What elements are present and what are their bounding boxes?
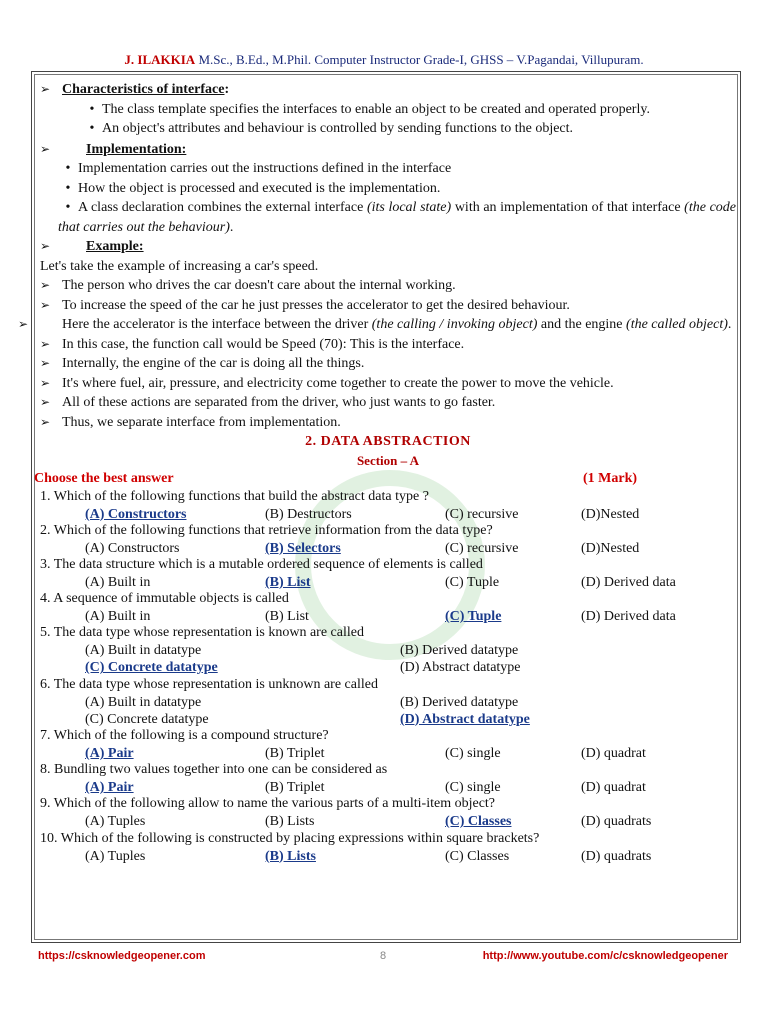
options-row	[40, 607, 736, 624]
section-title: 2. DATA ABSTRACTION	[305, 434, 471, 449]
option-a: (A) Constructors	[85, 506, 187, 522]
options-row	[40, 539, 736, 556]
author-credentials: M.Sc., B.Ed., M.Phil. Computer Instructor Grade-I, GHSS – V.Pagandai, Villupuram.	[195, 52, 644, 67]
arrow-icon: ➢	[40, 336, 51, 351]
option-c: (C) single	[445, 780, 501, 796]
bullet-icon: •	[65, 161, 71, 176]
page-header	[0, 52, 768, 68]
arrow-item	[40, 296, 736, 316]
list-item	[40, 179, 736, 199]
example-heading-row	[40, 237, 736, 257]
characteristics-heading: Characteristics of interface	[62, 82, 225, 97]
options-row	[40, 812, 736, 829]
option-a: (A) Tuples	[85, 814, 146, 830]
option-a: (A) Constructors	[85, 540, 180, 556]
option-a: (A) Built in datatype	[85, 643, 202, 659]
options-row	[40, 573, 736, 590]
option-d: (D)Nested	[581, 506, 640, 522]
option-b: (B) Destructors	[265, 506, 352, 522]
option-d: (D) Derived data	[581, 609, 676, 625]
italic-note: (its local state)	[366, 200, 452, 215]
arrow-icon: ➢	[40, 356, 51, 370]
options-row	[40, 505, 736, 522]
option-d: (D) Abstract datatype	[400, 660, 521, 676]
list-item-text: .	[229, 219, 234, 235]
question-text: 7. Which of the following is a compound structure?	[40, 728, 329, 743]
option-d: (D) Derived data	[581, 574, 676, 590]
options-row	[40, 693, 736, 710]
arrow-icon: ➢	[40, 375, 51, 390]
arrow-item-text: Here the accelerator is the interface between the driver	[62, 317, 372, 332]
characteristics-heading-row	[40, 80, 736, 100]
option-b: (B) Lists	[265, 848, 316, 864]
heading-colon: :	[224, 82, 230, 97]
option-a: (A) Built in datatype	[85, 694, 202, 710]
option-a: (A) Tuples	[85, 848, 146, 864]
option-b: (B) Derived datatype	[400, 694, 519, 710]
option-c: (C) recursive	[445, 540, 519, 556]
list-item	[40, 198, 736, 237]
arrow-item-text: The person who drives the car doesn't care about the internal working.	[62, 278, 456, 293]
option-c: (C) single	[445, 746, 501, 761]
options-row	[40, 641, 736, 658]
options-row	[40, 658, 736, 675]
option-d: (D) quadrats	[581, 814, 652, 830]
bullet-icon: •	[65, 200, 71, 215]
option-b: (B) Lists	[265, 814, 315, 830]
option-d: (D)Nested	[581, 540, 640, 556]
arrow-item	[40, 393, 736, 413]
arrow-item	[40, 354, 736, 374]
option-d: (D) quadrat	[581, 746, 646, 761]
arrow-item-text: To increase the speed of the car he just presses the accelerator to get the desired behaviour.	[62, 297, 570, 313]
question-text: 5. The data type whose representation is known are called	[40, 625, 364, 641]
marks-label: (1 Mark)	[583, 470, 638, 486]
italic-note: (the code that carries out the behaviour)	[58, 200, 736, 235]
arrow-item-text: In this case, the function call would be Speed (70): This is the interface.	[62, 336, 465, 352]
bullet-icon: •	[89, 121, 95, 136]
arrow-item	[18, 315, 736, 335]
option-c: (C) recursive	[445, 506, 519, 522]
option-c: (C) Tuple	[445, 574, 500, 590]
list-item-text: A class declaration combines the external interface	[78, 200, 367, 215]
choose-heading: Choose the best answer	[34, 470, 174, 486]
arrow-icon: ➢	[40, 141, 51, 156]
arrow-item	[40, 413, 736, 433]
arrow-item-text: It's where fuel, air, pressure, and electricity come together to create the power to move the vehicle.	[62, 375, 614, 391]
option-b: (B) Triplet	[265, 746, 325, 761]
options-row	[40, 778, 736, 795]
page-number: 8	[380, 950, 387, 962]
list-item-text: Implementation carries out the instructions defined in the interface	[78, 161, 452, 176]
options-row	[40, 847, 736, 864]
option-c: (C) Concrete datatype	[85, 660, 218, 676]
bullet-icon: •	[89, 101, 95, 117]
implementation-heading-row	[40, 140, 736, 160]
options-row	[40, 710, 736, 727]
bullet-icon: •	[65, 180, 71, 196]
options-row	[40, 744, 736, 761]
question-text: 8. Bundling two values together into one can be considered as	[40, 762, 388, 778]
footer-youtube-link[interactable]: http://www.youtube.com/c/csknowledgeopener	[482, 950, 728, 962]
option-a: (A) Pair	[85, 746, 134, 761]
option-a: (A) Built in	[85, 574, 151, 590]
option-c: (C) Classes	[445, 848, 510, 864]
question-text: 4. A sequence of immutable objects is called	[40, 591, 289, 607]
option-b: (B) List	[265, 574, 311, 590]
list-item-text: An object's attributes and behaviour is controlled by sending functions to the object.	[102, 121, 574, 136]
question-list	[40, 488, 736, 864]
arrow-item	[40, 276, 736, 296]
question-text: 10. Which of the following is constructed by placing expressions within square brackets?	[40, 830, 540, 846]
list-item	[40, 119, 736, 139]
arrow-item-text: .	[727, 317, 732, 332]
arrow-item-text: Internally, the engine of the car is doing all the things.	[62, 356, 365, 371]
author-name: J. ILAKKIA	[124, 52, 196, 67]
question-text: 9. Which of the following allow to name the various parts of a multi-item object?	[40, 796, 496, 812]
italic-note: (the called object)	[626, 317, 728, 332]
list-item-text: How the object is processed and executed is the implementation.	[78, 180, 441, 196]
question-text: 6. The data type whose representation is unknown are called	[40, 676, 378, 692]
arrow-icon: ➢	[40, 239, 51, 253]
option-d: (D) quadrats	[581, 848, 652, 864]
arrow-icon: ➢	[40, 82, 51, 96]
question-text: 2. Which of the following functions that retrieve information from the data type?	[40, 522, 493, 538]
arrow-item-text: Thus, we separate interface from implementation.	[62, 414, 341, 430]
list-item-text: with an implementation of that interface	[451, 200, 685, 215]
option-c: (C) Tuple	[445, 609, 502, 625]
list-item	[40, 100, 736, 120]
implementation-heading: Implementation:	[86, 141, 187, 157]
question-text: 1. Which of the following functions that build the abstract data type ?	[40, 488, 429, 504]
option-a: (A) Built in	[85, 609, 151, 625]
arrow-item	[40, 335, 736, 355]
option-b: (B) List	[265, 609, 309, 625]
choose-row	[34, 469, 736, 488]
arrow-icon: ➢	[18, 317, 29, 331]
footer-website-link[interactable]: https://csknowledgeopener.com	[38, 950, 206, 962]
arrow-icon: ➢	[40, 414, 51, 429]
option-b: (B) Derived datatype	[400, 643, 519, 659]
list-item	[40, 159, 736, 179]
option-b: (B) Triplet	[265, 780, 325, 796]
option-a: (A) Pair	[85, 780, 134, 796]
question-text: 3. The data structure which is a mutable ordered sequence of elements is called	[40, 556, 483, 572]
example-intro: Let's take the example of increasing a car's speed.	[40, 258, 319, 274]
option-b: (B) Selectors	[265, 540, 341, 556]
example-heading: Example:	[86, 239, 144, 254]
arrow-icon: ➢	[40, 278, 51, 292]
option-d: (D) quadrat	[581, 780, 646, 796]
arrow-icon: ➢	[40, 297, 51, 312]
italic-note: (the calling / invoking object)	[371, 317, 538, 332]
arrow-item	[40, 374, 736, 394]
option-d: (D) Abstract datatype	[400, 711, 530, 727]
option-c: (C) Classes	[445, 814, 512, 830]
arrow-item-text: All of these actions are separated from the driver, who just wants to go faster.	[62, 395, 496, 410]
arrow-item-text: and the engine	[537, 317, 627, 332]
section-subtitle: Section – A	[356, 452, 420, 468]
arrow-icon: ➢	[40, 395, 51, 409]
option-c: (C) Concrete datatype	[85, 711, 209, 727]
list-item-text: The class template specifies the interfaces to enable an object to be created and operated properly.	[102, 101, 650, 117]
page-content	[18, 80, 736, 864]
